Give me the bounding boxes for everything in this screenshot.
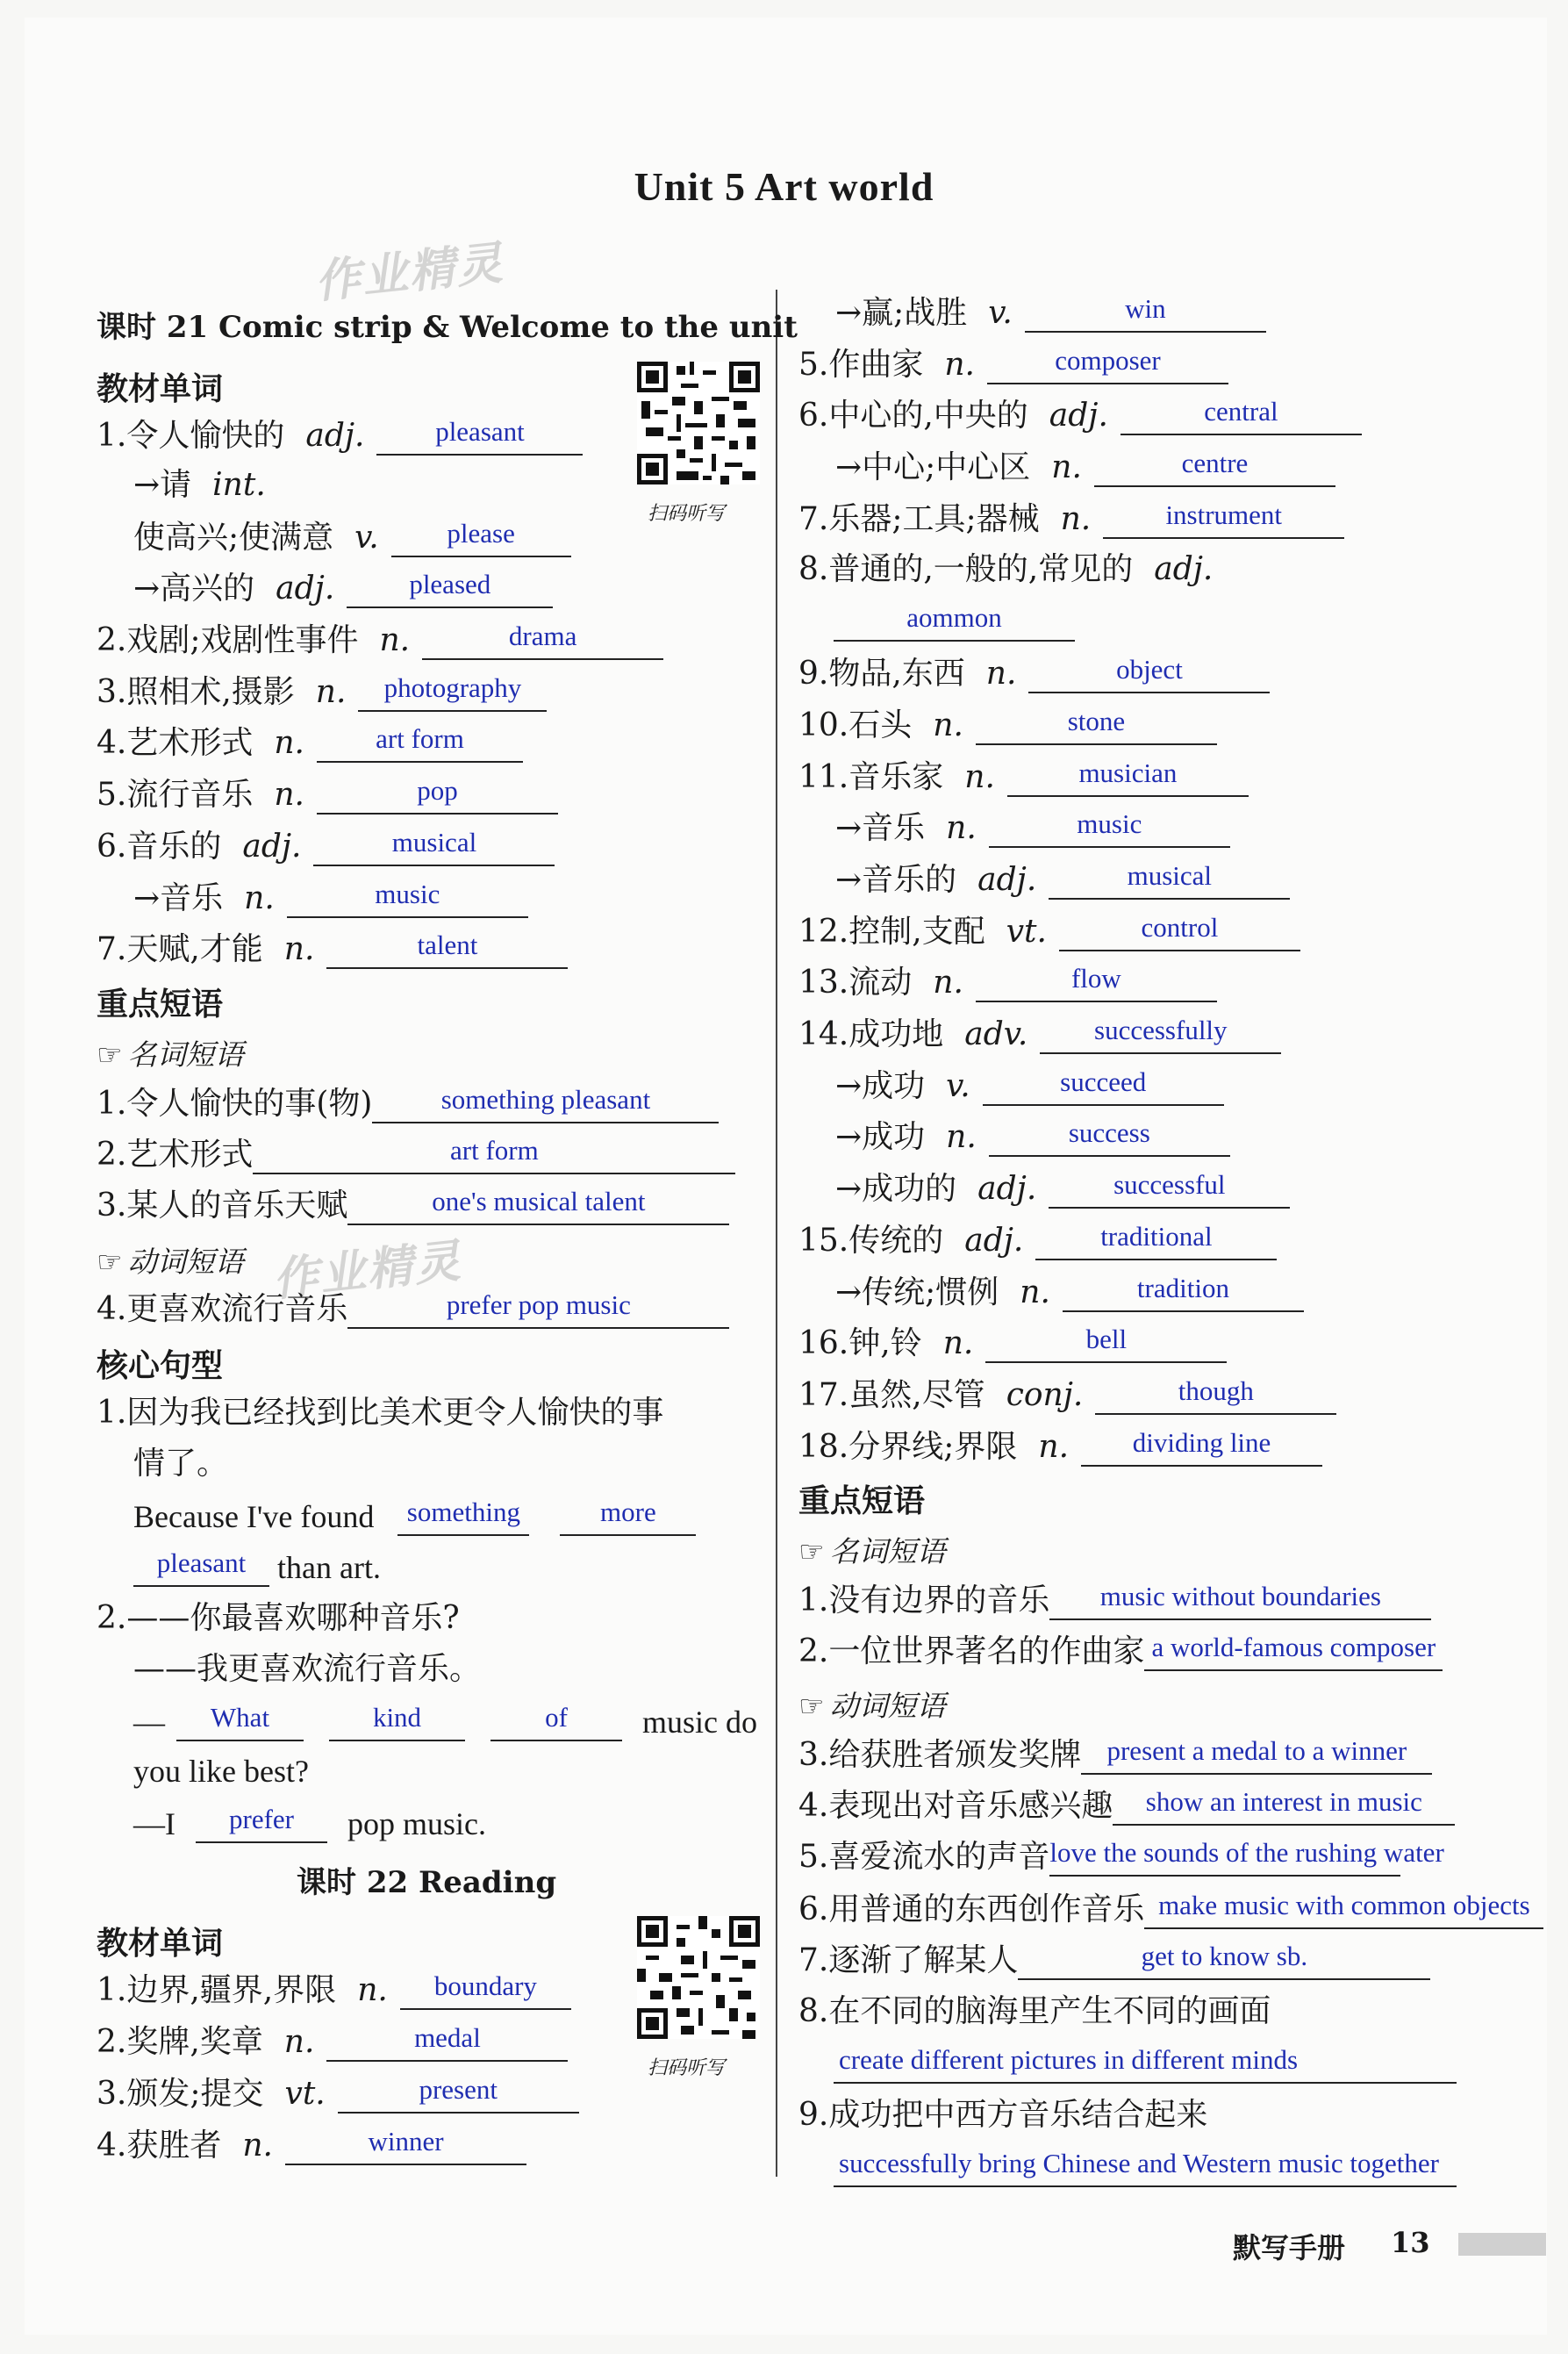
qr-code[interactable] [637,362,760,484]
answer-text: succeed [1060,1066,1147,1097]
phrase-item [798,1580,1431,1620]
vocab-item [798,757,1249,797]
vocab-chinese: →成功 [835,1119,926,1155]
watermark: 作业精灵 [270,1234,465,1308]
vocab-item [97,2125,526,2165]
phrase-item [97,1134,735,1174]
vocab-item [97,620,663,660]
vocab-item [97,929,568,969]
qr-code-icon [637,1916,760,2039]
vocab-item [798,344,1228,384]
answer-blank[interactable] [400,1970,571,2010]
sentence-2-cn: 2.——你最喜欢哪种音乐? [97,1600,460,1636]
vocab-chinese: 4.获胜者 [97,2128,222,2164]
qr-code-icon [637,362,760,484]
vocab-chinese: 3.颁发;提交 [97,2076,264,2112]
vocab-chinese: 4.艺术形式 [97,725,254,761]
answer-blank[interactable] [989,1116,1230,1157]
answer-text: musical [391,827,477,858]
vocab-item [798,395,1362,435]
vocab-chinese: →请 [133,467,192,503]
answer-blank[interactable]: of [490,1701,622,1741]
part-of-speech: vt. [1006,914,1047,950]
answer-blank[interactable] [253,1134,735,1174]
phrase-item [798,1785,1455,1826]
vocab-item [798,962,1217,1002]
sentence-1-cn-cont: 情了。 [133,1446,229,1482]
answer-text: show an interest in music [1145,1786,1422,1817]
answer-text: object [1116,654,1183,685]
vocab-item [97,415,583,456]
part-of-speech: adj. [964,1223,1024,1259]
answer-blank[interactable] [1059,911,1300,951]
vocab-chinese: 16.钟,铃 [798,1325,922,1361]
part-of-speech: adv. [964,1016,1028,1052]
phrase-item [798,1940,1430,1980]
answer-blank[interactable] [983,1066,1224,1106]
watermark: 作业精灵 [312,236,507,310]
part-of-speech: n. [946,1119,977,1155]
phrase-item [97,1083,719,1123]
answer-blank[interactable]: successfully bring Chinese and Western music together [834,2147,1457,2187]
vocab-item [97,671,547,712]
phrase-chinese: 5.喜爱流水的声音 [798,1839,1050,1875]
part-of-speech: n. [244,880,275,916]
noun-phrases-label: ☞ 名词短语 [97,1037,244,1072]
answer-blank[interactable] [1018,1940,1430,1980]
part-of-speech: n. [985,656,1017,692]
answer-text: control [1141,912,1219,943]
vocab-chinese: 5.流行音乐 [97,777,254,813]
vocab-item [798,499,1344,539]
vocab-item [835,807,1230,848]
phrase-chinese: 1.令人愉快的事(物) [97,1086,373,1122]
answer-blank[interactable] [1025,292,1266,333]
vocab-chinese: 使高兴;使满意 [133,520,334,556]
phrase-chinese: 6.用普通的东西创作音乐 [798,1891,1145,1927]
vocab-chinese: →音乐 [835,810,926,846]
vocab-item [798,653,1270,693]
phrase-item [97,1288,729,1329]
vocab-item [835,859,1290,900]
vocab-item [798,1426,1322,1467]
vocab-heading: 教材单词 [97,371,224,407]
answer-blank[interactable] [1144,1889,1543,1929]
answer-text: pleased [409,569,491,599]
answer-blank[interactable] [313,826,555,866]
phrase-chinese: 3.某人的音乐天赋 [97,1188,348,1224]
answer-text: music [1077,808,1142,839]
part-of-speech: v. [946,1068,970,1104]
vocab-item [97,1970,571,2010]
phrase-item [97,1185,729,1225]
phrases-heading: 重点短语 [97,987,224,1023]
part-of-speech: n. [274,777,304,813]
vocab-chinese: 2.奖牌,奖章 [97,2024,263,2060]
answer-text: bell [1085,1324,1128,1354]
vocab-chinese: →成功 [835,1068,926,1104]
answer-blank[interactable]: What [176,1701,304,1741]
answer-blank[interactable] [1035,1220,1277,1260]
sentence-2-cn-cont: ——我更喜欢流行音乐。 [133,1651,482,1687]
answer-blank[interactable] [1049,859,1290,900]
vocab-chinese: 2.戏剧;戏剧性事件 [97,622,359,658]
part-of-speech: vt. [284,2076,326,2112]
answer-text: musician [1078,757,1178,788]
phrase-item [798,1734,1432,1775]
vocab-chinese: →音乐的 [835,862,957,898]
answer-blank[interactable] [1040,1014,1281,1054]
answer-text: boundary [433,1970,537,2001]
column-divider [776,290,777,2177]
part-of-speech: n. [1060,501,1092,537]
answer-blank[interactable]: kind [329,1701,465,1741]
vocab-item [97,774,558,815]
answer-text: love the sounds of the rushing water [1049,1837,1444,1868]
answer-blank[interactable] [1007,757,1249,797]
answer-blank[interactable] [1063,1272,1304,1312]
sentence-2-en: — What kind of music do [133,1702,757,1740]
answer-text: success [1068,1117,1150,1148]
answer-blank[interactable] [422,620,663,660]
part-of-speech: adj. [276,571,335,606]
answer-blank[interactable] [987,344,1228,384]
answer-blank[interactable] [1028,653,1270,693]
answer-text: tradition [1136,1273,1229,1303]
vocab-item [798,1014,1281,1054]
sentence-2-en-cont: you like best? [133,1754,309,1789]
answer-blank[interactable] [985,1323,1227,1363]
part-of-speech: adj. [305,418,365,454]
answer-text: aommon [906,602,1002,633]
vocab-item [835,1116,1230,1157]
phrase-chinese: 1.没有边界的音乐 [798,1582,1050,1618]
answer-text: drama [508,621,577,651]
answer-blank[interactable] [976,705,1217,745]
phrase-9-cn: 9.成功把中西方音乐结合起来 [798,2097,1208,2133]
answer-text: something pleasant [440,1084,651,1115]
phrase-item [798,1836,1444,1877]
phrase-9-answer-row [834,2147,1457,2187]
part-of-speech: n. [379,622,411,658]
vocab-chinese: 18.分界线;界限 [798,1429,1018,1465]
part-of-speech: adj. [1154,551,1214,587]
part-of-speech: n. [283,2024,315,2060]
vocab-chinese: →中心;中心区 [835,449,1031,485]
answer-blank[interactable] [1144,1631,1443,1671]
answer-blank[interactable] [1121,395,1362,435]
answer-blank[interactable]: more [560,1496,696,1536]
answer-blank[interactable] [1103,499,1344,539]
vocab-item [798,1374,1336,1415]
vocab-item [835,1272,1304,1312]
sentence-1-en: Because I've found something more [133,1496,696,1536]
answer-blank[interactable] [317,722,523,763]
phrase-item [798,1889,1543,1929]
vocab-item [97,826,555,866]
phrase-chinese: 2.艺术形式 [97,1137,254,1173]
vocab-chinese: 1.边界,疆界,界限 [97,1972,337,2008]
part-of-speech: n. [944,347,975,383]
answer-blank[interactable] [1081,1734,1432,1775]
answer-text: successful [1113,1169,1226,1200]
pointing-hand-icon: ☞ [798,1689,825,1723]
vocab-item [97,2073,579,2114]
pointing-hand-icon: ☞ [798,1534,825,1568]
phrase-8-cn: 8.在不同的脑海里产生不同的画面 [798,1993,1271,2029]
vocab-item [133,878,528,918]
vocab-chinese: 11.音乐家 [798,759,944,795]
answer-text: though [1178,1375,1254,1406]
vocab-item [97,722,523,763]
answer-text: music without boundaries [1099,1581,1381,1611]
answer-blank[interactable]: pleasant [133,1547,269,1587]
answer-blank[interactable] [347,568,553,608]
vocab-item [798,705,1217,745]
part-of-speech: n. [357,1972,388,2008]
vocab-chinese: →传统;惯例 [835,1274,999,1310]
pointing-hand-icon: ☞ [97,1037,123,1072]
answer-text: medal [414,2022,481,2053]
part-of-speech: n. [946,810,977,846]
vocab-chinese: 14.成功地 [798,1016,944,1052]
answer-blank[interactable] [338,2073,579,2114]
vocab-chinese: 13.流动 [798,965,913,1001]
answer-text: present a medal to a winner [1106,1735,1407,1766]
part-of-speech: n. [964,759,995,795]
vocab-item [835,1168,1290,1209]
part-of-speech: conj. [1006,1377,1084,1413]
part-of-speech: n. [1051,449,1082,485]
vocab-chinese: 15.传统的 [798,1223,944,1259]
answer-text: composer [1055,345,1161,376]
vocab-chinese: 7.乐器;工具;器械 [798,501,1040,537]
answer-text: a world-famous composer [1151,1632,1436,1662]
part-of-speech: adj. [242,829,302,865]
part-of-speech: adj. [977,1171,1037,1207]
answer-text: flow [1070,963,1121,994]
answer-text: prefer pop music [446,1289,631,1320]
part-of-speech: v. [988,295,1013,331]
part-of-speech: n. [283,931,315,967]
answer-blank[interactable] [989,807,1230,848]
answer-text: win [1125,293,1166,324]
answer-text: musical [1127,860,1212,891]
answer-blank[interactable] [1049,1168,1290,1209]
answer-blank[interactable] [347,1185,729,1225]
answer-blank[interactable] [391,517,571,557]
answer-text: art form [450,1135,539,1166]
answer-blank[interactable]: something [397,1496,529,1536]
lesson-21-title: 课时 21 Comic strip & Welcome to the unit [97,310,798,345]
sentence-1-en-cont: pleasant than art. [133,1547,381,1587]
phrase-chinese: 4.表现出对音乐感兴趣 [798,1788,1113,1824]
part-of-speech: n. [933,965,963,1001]
phrase-chinese: 4.更喜欢流行音乐 [97,1291,348,1327]
vocab-chinese: 9.物品,东西 [798,656,965,692]
answer-text: make music with common objects [1158,1890,1530,1920]
vocab-item [798,550,1213,589]
answer-blank[interactable] [372,1083,719,1123]
answer-text: one's musical talent [432,1186,646,1216]
vocab-item [133,517,571,557]
footer-label: 默写手册 [1233,2231,1346,2264]
phrase-chinese: 2.一位世界著名的作曲家 [798,1633,1145,1669]
answer-text: dividing line [1132,1427,1271,1458]
vocab-chinese: 1.令人愉快的 [97,418,285,454]
answer-blank[interactable]: prefer [196,1803,327,1843]
answer-text: art form [376,723,464,754]
vocab-chinese: 6.中心的,中央的 [798,398,1028,434]
phrase-8-answer-row [834,2043,1457,2084]
vocab-item [835,292,1266,333]
answer-text: stone [1067,706,1126,736]
vocab-item [834,601,1075,642]
qr-label: 扫码听写 [648,2057,726,2079]
footer-bar [1458,2233,1546,2256]
vocab-chinese: →成功的 [835,1171,957,1207]
vocab-item [798,911,1300,951]
answer-blank[interactable] [287,878,528,918]
vocab-heading: 教材单词 [97,1926,224,1962]
phrases-heading: 重点短语 [798,1483,926,1519]
vocab-chinese: →赢;战胜 [835,295,968,331]
vocab-item [798,1220,1277,1260]
vocab-chinese: 12.控制,支配 [798,914,985,950]
vocab-item [97,2021,568,2062]
answer-text: get to know sb. [1141,1941,1308,1971]
part-of-speech: int. [212,467,266,503]
answer-blank[interactable] [1081,1426,1322,1467]
answer-text: centre [1181,448,1249,478]
vocab-chinese: →高兴的 [133,571,255,606]
vocab-chinese: 17.虽然,尽管 [798,1377,985,1413]
vocab-chinese: 8.普通的,一般的,常见的 [798,551,1134,587]
phrase-chinese: 3.给获胜者颁发奖牌 [798,1737,1082,1773]
sentence-2-en-reply: —I prefer pop music. [133,1804,486,1841]
answer-blank[interactable] [1094,447,1335,487]
vocab-chinese: →音乐 [133,880,224,916]
part-of-speech: n. [933,707,963,743]
pointing-hand-icon: ☞ [97,1245,123,1279]
part-of-speech: n. [942,1325,974,1361]
part-of-speech: n. [1020,1274,1050,1310]
answer-text: music [375,879,440,909]
vocab-item [835,447,1335,487]
phrase-item [798,1631,1443,1671]
answer-blank[interactable] [376,415,583,456]
answer-blank[interactable] [285,2125,526,2165]
answer-blank[interactable] [1049,1580,1431,1620]
unit-title: Unit 5 Art world [634,164,934,209]
answer-blank[interactable] [347,1288,729,1329]
answer-blank[interactable] [976,962,1217,1002]
answer-blank[interactable] [358,671,547,712]
answer-blank[interactable] [1113,1785,1455,1826]
answer-text: pop [417,775,458,806]
page-number: 13 [1391,2226,1430,2259]
part-of-speech: n. [1038,1429,1070,1465]
answer-text: present [419,2074,498,2105]
vocab-chinese: 6.音乐的 [97,829,222,865]
answer-blank[interactable] [326,2021,568,2062]
verb-phrases-label: ☞ 动词短语 [798,1689,946,1723]
answer-text: successfully [1094,1015,1228,1045]
answer-text: central [1204,396,1278,427]
verb-phrases-label: ☞ 动词短语 [97,1245,244,1279]
part-of-speech: n. [315,674,347,710]
answer-text: instrument [1165,499,1283,530]
vocab-item [798,1323,1227,1363]
part-of-speech: adj. [1049,398,1108,434]
part-of-speech: n. [242,2128,273,2164]
vocab-chinese: 10.石头 [798,707,913,743]
answer-blank[interactable] [317,774,558,815]
qr-code[interactable] [637,1916,760,2039]
answer-text: photography [383,672,522,703]
answer-blank[interactable] [1049,1836,1444,1877]
answer-text: traditional [1100,1221,1213,1252]
answer-text: please [447,518,515,549]
vocab-item [133,466,266,505]
phrase-chinese: 7.逐渐了解某人 [798,1942,1019,1978]
vocab-chinese: 7.天赋,才能 [97,931,263,967]
answer-text: winner [368,2126,444,2157]
part-of-speech: adj. [977,862,1037,898]
answer-blank[interactable] [1095,1374,1336,1415]
vocab-chinese: 5.作曲家 [798,347,924,383]
vocab-item [133,568,553,608]
answer-blank[interactable] [834,601,1075,642]
part-of-speech: n. [274,725,304,761]
noun-phrases-label: ☞ 名词短语 [798,1534,946,1568]
answer-text: pleasant [435,416,525,447]
lesson-22-title: 课时 22 Reading [297,1865,557,1900]
answer-text: talent [417,929,478,960]
qr-label: 扫码听写 [648,503,726,525]
vocab-chinese: 3.照相术,摄影 [97,674,295,710]
vocab-item [835,1066,1224,1106]
answer-blank[interactable]: create different pictures in different minds [834,2043,1457,2084]
answer-blank[interactable] [326,929,568,969]
sentences-heading: 核心句型 [97,1348,224,1384]
sentence-1-cn: 1.因为我已经找到比美术更令人愉快的事 [97,1395,664,1431]
part-of-speech: v. [354,520,379,556]
